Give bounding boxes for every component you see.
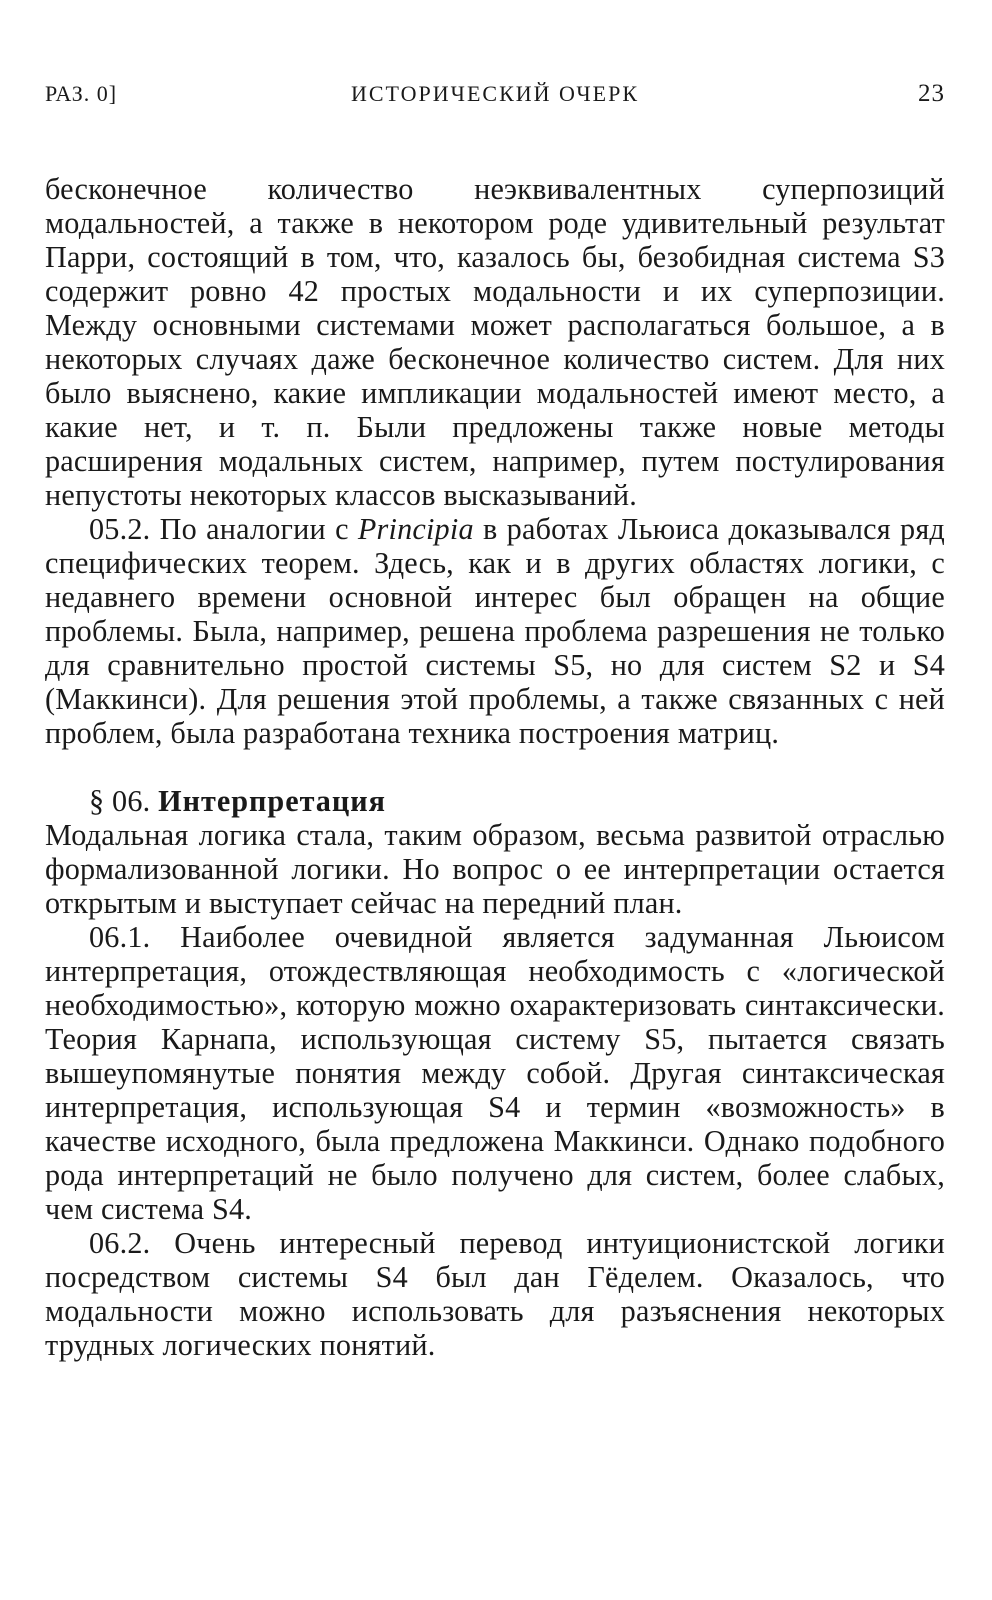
section-mark: § 06. (89, 784, 151, 818)
paragraph-06-2 (45, 1226, 945, 1362)
paragraph-05-2 (45, 512, 945, 750)
running-head-title: ИСТОРИЧЕСКИЙ ОЧЕРК (350, 81, 640, 106)
paragraph-number: 05.2. (89, 512, 151, 546)
italic-title: Principia (357, 512, 474, 546)
paragraph-continuation: бесконечное количество неэквивалентных суперпозиций модальностей, а также в некотором роде удивительный результат Парри, состоящий в том, что, казалось бы, безобидная система S3 содержит ровно 42 простых модальности и их суперпозиции. Между основными системами может располагаться большое, а в некоторых случаях даже бесконечное количество систем. Для них было выяснено, какие импликации модальностей имеют место, а какие нет, и т. п. Были предложены также новые методы расширения модальных систем, например, путем постулирования непустоты некоторых классов высказываний. (45, 172, 945, 512)
paragraph-text: По аналогии с (159, 512, 358, 546)
body-text (45, 172, 945, 1362)
paragraph-text: Наиболее очевидной является задуманная Льюисом интерпретация, отождествляющая необходимость с «логической необходимостью», которую можно охарактеризовать синтаксически. Теория Карнапа, использующая систему S5, пытается связать вышеупомянутые понятия между собой. Другая синтаксическая интерпретация, использующая S4 и термин «возможность» в качестве исходного, была предложена Маккинси. Однако подобного рода интерпретаций не было получено для систем, более слабых, чем система S4. (45, 920, 945, 1226)
paragraph-number: 06.1. (89, 920, 151, 954)
paragraph-number: 06.2. (89, 1226, 151, 1260)
paragraph-text: Очень интересный перевод интуиционистской логики посредством системы S4 был дан Гёделем. Оказалось, что модальности можно использовать для разъяснения некоторых трудных логических понятий. (45, 1226, 945, 1362)
section-title: Интерпретация (158, 784, 387, 818)
paragraph-intro: Модальная логика стала, таким образом, весьма развитой отраслью формализованной логики. Но вопрос о ее интерпретации остается открытым и выступает сейчас на передний план. (45, 818, 945, 920)
running-head-section: РАЗ. 0] (45, 81, 118, 106)
paragraph-06-1 (45, 920, 945, 1226)
book-page (45, 80, 945, 1362)
paragraph-text: в работах Льюиса доказывался ряд специфических теорем. Здесь, как и в других областях логики, с недавнего времени основной интерес был обращен на общие проблемы. Была, например, решена проблема разрешения не только для сравнительно простой системы S5, но для систем S2 и S4 (Маккинси). Для решения этой проблемы, а также связанных с ней проблем, была разработана техника построения матриц. (45, 512, 945, 750)
section-heading (89, 784, 945, 818)
running-head (45, 80, 945, 120)
page-number: 23 (918, 80, 945, 107)
